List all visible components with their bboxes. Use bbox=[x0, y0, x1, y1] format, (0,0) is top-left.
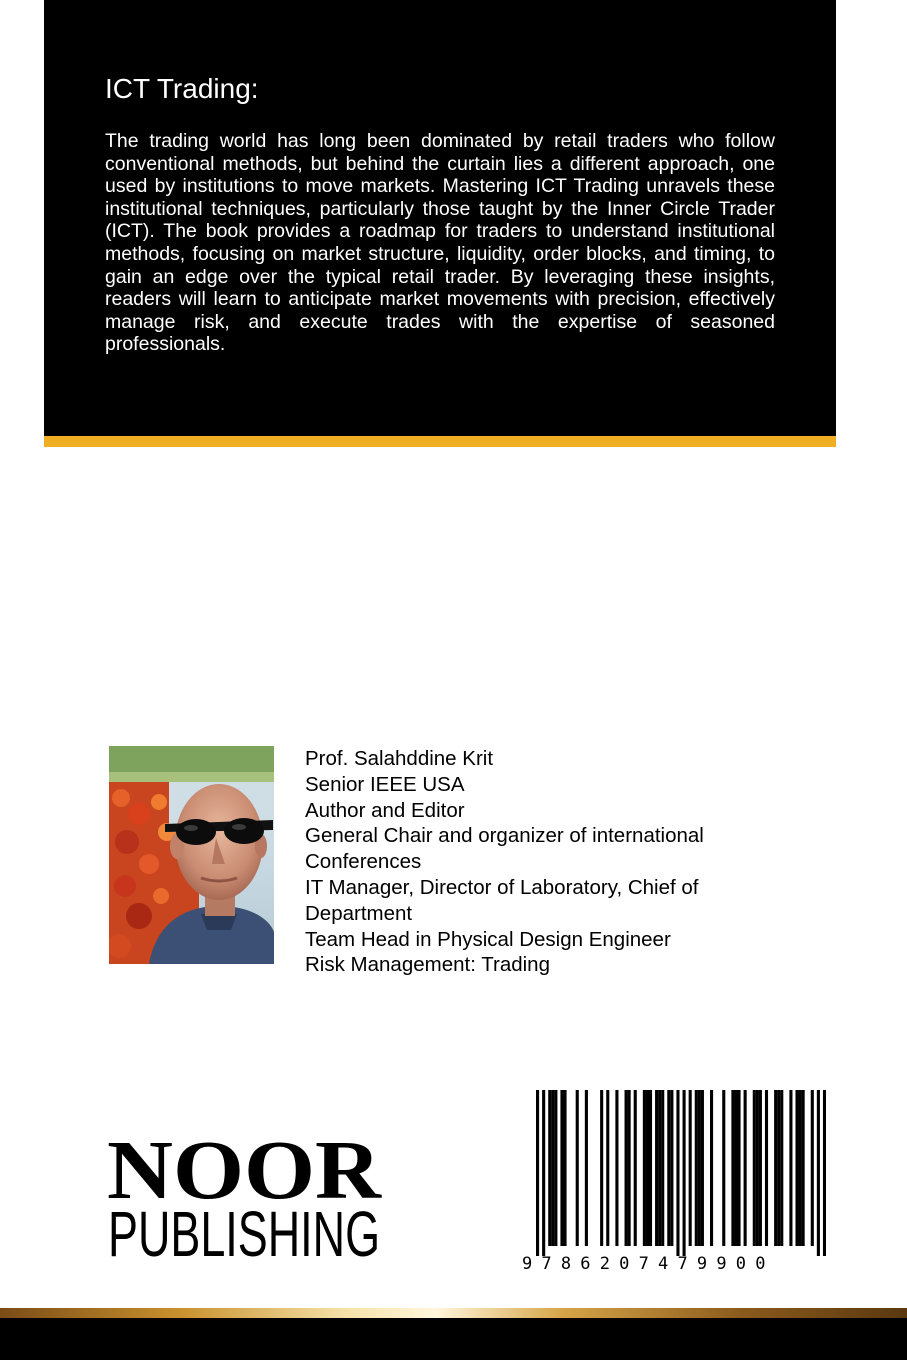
author-bio-line: Conferences bbox=[305, 850, 422, 874]
barcode-bar bbox=[765, 1090, 768, 1246]
barcode-bar bbox=[722, 1090, 725, 1246]
gold-divider-stripe bbox=[44, 436, 836, 447]
barcode-bar bbox=[774, 1090, 777, 1246]
barcode-bar bbox=[731, 1090, 734, 1246]
blurb-title: ICT Trading: bbox=[105, 73, 259, 104]
barcode-digits: 9786207479900 bbox=[522, 1254, 775, 1274]
barcode-bar bbox=[646, 1090, 649, 1246]
barcode-bar bbox=[585, 1090, 588, 1246]
publisher-logo bbox=[105, 1124, 395, 1270]
barcode-bar bbox=[615, 1090, 618, 1246]
barcode-bar bbox=[759, 1090, 762, 1246]
barcode-bar bbox=[689, 1090, 692, 1246]
barcode-bar bbox=[551, 1090, 554, 1246]
author-photo bbox=[109, 746, 274, 964]
barcode-bar bbox=[667, 1090, 670, 1246]
barcode-bar bbox=[802, 1090, 805, 1246]
barcode-bar bbox=[756, 1090, 759, 1246]
barcode-bar bbox=[658, 1090, 661, 1246]
isbn-barcode bbox=[520, 1080, 840, 1280]
barcode-bar bbox=[734, 1090, 737, 1246]
barcode-bar bbox=[737, 1090, 740, 1246]
author-bio-line: Senior IEEE USA bbox=[305, 772, 465, 796]
barcode-bar bbox=[548, 1090, 551, 1246]
bottom-black-band bbox=[0, 1318, 907, 1360]
author-bio-line: General Chair and organizer of international bbox=[305, 824, 704, 848]
barcode-bar bbox=[695, 1090, 698, 1246]
barcode-bar bbox=[542, 1090, 545, 1256]
barcode-bar bbox=[600, 1090, 603, 1246]
barcode-bar bbox=[744, 1090, 747, 1246]
author-bio bbox=[305, 746, 805, 978]
barcode-bar bbox=[698, 1090, 701, 1246]
barcode-bars bbox=[536, 1090, 826, 1256]
barcode-bar bbox=[701, 1090, 704, 1246]
barcode-bar bbox=[661, 1090, 664, 1246]
barcode-bar bbox=[560, 1090, 563, 1246]
barcode-bar bbox=[628, 1090, 631, 1246]
barcode-bar bbox=[823, 1090, 826, 1256]
barcode-bar bbox=[683, 1090, 686, 1256]
bottom-gold-stripe bbox=[0, 1308, 907, 1318]
barcode-bar bbox=[606, 1090, 609, 1246]
blurb-body: The trading world has long been dominated by retail traders who follow conventional methods, but behind the curtain lies a different approach, one used by institutions to move markets. Mastering ICT Trading unravels these institutional techniques, particularly those taught by the Inner Circle Trader (ICT). The book provides a roadmap for traders to understand institutional methods, focusing on market structure, liquidity, order blocks, and timing, to gain an edge over the typical retail trader. By leveraging these insights, readers will learn to anticipate market movements with precision, effectively manage risk, and execute trades with the expertise of seasoned professionals. bbox=[105, 130, 775, 356]
barcode-bar bbox=[634, 1090, 637, 1246]
barcode-bar bbox=[576, 1090, 579, 1246]
barcode-bar bbox=[777, 1090, 780, 1246]
publisher-logo-line1: NOOR bbox=[107, 1124, 383, 1217]
barcode-bar bbox=[655, 1090, 658, 1246]
author-bio-line: Prof. Salahddine Krit bbox=[305, 747, 494, 770]
barcode-bar bbox=[780, 1090, 783, 1246]
author-bio-line: Author and Editor bbox=[305, 798, 465, 822]
barcode-bar bbox=[799, 1090, 802, 1246]
barcode-bar bbox=[811, 1090, 814, 1246]
author-bio-line: Team Head in Physical Design Engineer bbox=[305, 927, 671, 951]
barcode-bar bbox=[563, 1090, 566, 1246]
barcode-bar bbox=[676, 1090, 679, 1256]
barcode-bar bbox=[536, 1090, 539, 1256]
barcode-bar bbox=[670, 1090, 673, 1246]
barcode-bar bbox=[789, 1090, 792, 1246]
barcode-bar bbox=[649, 1090, 652, 1246]
back-cover-blurb-panel bbox=[44, 0, 836, 436]
publisher-logo-line2: PUBLISHING bbox=[108, 1198, 380, 1270]
barcode-bar bbox=[625, 1090, 628, 1246]
author-bio-line: Department bbox=[305, 901, 413, 925]
barcode-bar bbox=[817, 1090, 820, 1256]
barcode-bar bbox=[554, 1090, 557, 1246]
author-bio-line: IT Manager, Director of Laboratory, Chief of bbox=[305, 875, 699, 899]
author-bio-line: Risk Management: Trading bbox=[305, 953, 550, 977]
barcode-bar bbox=[710, 1090, 713, 1246]
barcode-bar bbox=[643, 1090, 646, 1246]
barcode-bar bbox=[753, 1090, 756, 1246]
barcode-bar bbox=[795, 1090, 798, 1246]
